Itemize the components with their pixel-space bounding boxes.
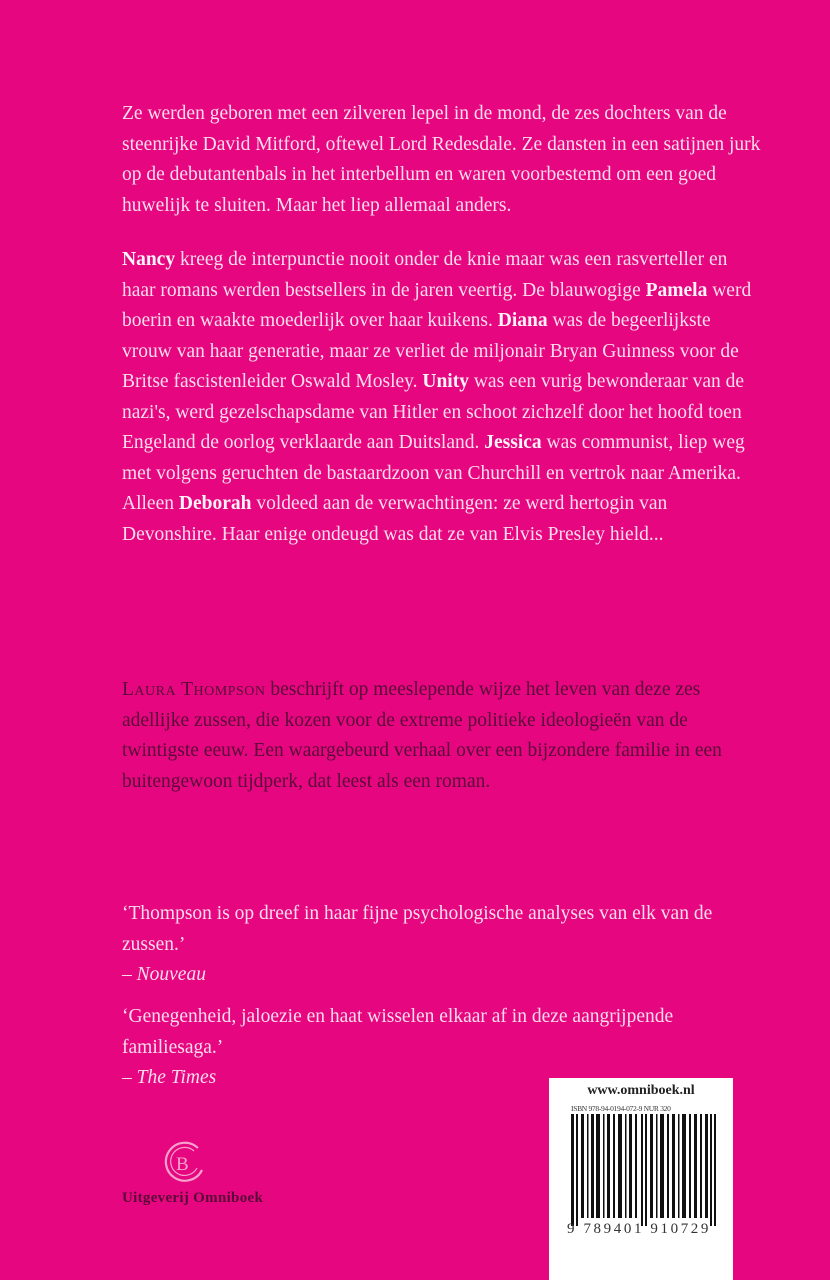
sisters-paragraph	[122, 245, 762, 550]
author-paragraph	[122, 675, 762, 797]
sister-text-diana: was de begeerlijkste vrouw van haar generatie, maar ze verliet de miljonair Bryan Guinness voor de Britse fascistenleider Oswald Mosley.	[122, 310, 739, 392]
sister-name-diana: Diana	[497, 310, 548, 331]
sister-text-deborah: voldeed aan de verwachtingen: ze werd hertogin van Devonshire. Haar enige ondeugd was dat ze van Elvis Presley hield...	[122, 493, 668, 545]
sister-name-jessica: Jessica	[484, 432, 542, 453]
svg-text:B: B	[176, 1154, 189, 1175]
review-quote: ‘Thompson is op dreef in haar fijne psychologische analyses van elk van de zussen.’	[122, 903, 713, 955]
sister-name-pamela: Pamela	[645, 279, 708, 301]
sister-text-jessica: was communist, liep weg met volgens geruchten de bastaardzoon van Churchill en vertrok naar Amerika. Alleen	[122, 432, 745, 514]
publisher-name: Uitgeverij Omniboek	[122, 1190, 264, 1206]
isbn-line: ISBN 978-94-0194-072-9 NUR 320	[571, 1104, 671, 1113]
intro-paragraph	[122, 99, 762, 221]
sister-text-nancy: kreeg de interpunctie nooit onder de knie maar was een rasverteller en haar romans werden bestsellers in de jaren veertig. De blauwogige	[122, 249, 728, 301]
review-1	[122, 899, 762, 991]
author-blurb-text: beschrijft op meeslepende wijze het leven van deze zes adellijke zussen, die kozen voor de extreme politieke ideologieën van de twintigste eeuw. Een waargebeurd verhaal over een bijzondere familie in een buitengewoon tijdperk, dat leest als een roman.	[122, 679, 722, 792]
review-quote: ‘Genegenheid, jaloezie en haat wisselen elkaar af in deze aangrijpende familiesaga.’	[122, 1006, 674, 1058]
sister-name-unity: Unity	[422, 371, 469, 392]
sister-name-nancy: Nancy	[122, 249, 176, 270]
omniboek-b-logo-icon	[158, 1138, 208, 1188]
sister-name-deborah: Deborah	[178, 493, 252, 514]
author-name: Laura Thompson	[122, 679, 266, 700]
review-source: – Nouveau	[122, 964, 206, 985]
review-source: – The Times	[122, 1067, 217, 1088]
barcode-number: 9 789401 910729	[567, 1221, 711, 1237]
barcode-icon	[571, 1114, 717, 1226]
sister-text-pamela: werd boerin en waakte moederlijk over haar kuikens.	[122, 279, 752, 331]
publisher-logo	[120, 1138, 320, 1213]
barcode-label	[549, 1078, 733, 1280]
publisher-url: www.omniboek.nl	[587, 1083, 695, 1098]
intro-text: Ze werden geboren met een zilveren lepel in de mond, de zes dochters van de steenrijke David Mitford, oftewel Lord Redesdale. Ze dansten in een satijnen jurk op de debutantenbals in het interbellum en waren voorbestemd om een goed huwelijk te sluiten. Maar het liep allemaal anders.	[122, 103, 761, 216]
sister-text-unity: was een vurig bewonderaar van de nazi's, werd gezelschapsdame van Hitler en schoot zichzelf door het hoofd toen Engeland de oorlog verklaarde aan Duitsland.	[122, 371, 745, 453]
